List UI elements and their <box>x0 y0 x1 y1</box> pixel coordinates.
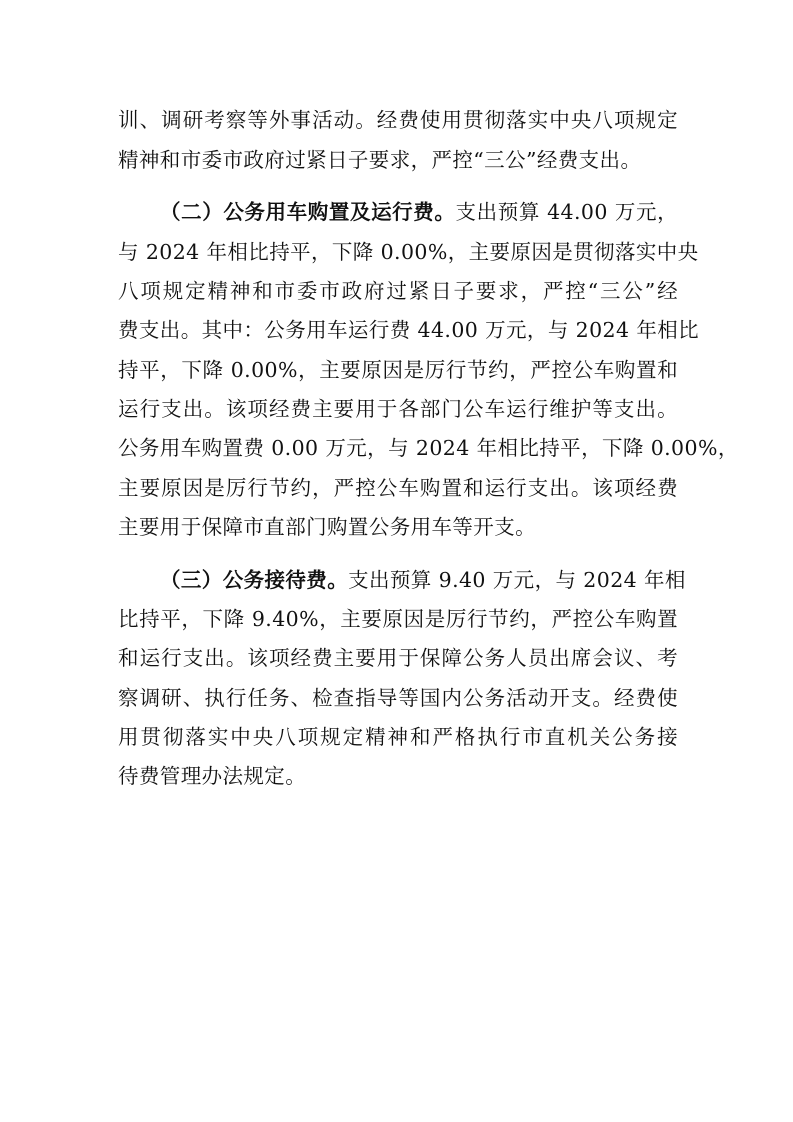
paragraph-line: 察调研、执行任务、检查指导等国内公务活动开支。经费使 <box>118 686 678 710</box>
section-first-line-text: 支出预算 9.40 万元，与 2024 年相 <box>348 568 686 592</box>
paragraph-line: 费支出。其中：公务用车运行费 44.00 万元，与 2024 年相比 <box>118 318 700 342</box>
paragraph-line: 主要原因是厉行节约，严控公车购置和运行支出。该项经费 <box>118 476 678 500</box>
paragraph-line: 与 2024 年相比持平，下降 0.00%，主要原因是贯彻落实中央 <box>118 240 699 264</box>
paragraph-line: 八项规定精神和市委市政府过紧日子要求，严控“三公”经 <box>118 279 678 303</box>
paragraph-line: 公务用车购置费 0.00 万元，与 2024 年相比持平，下降 0.00%， <box>118 436 739 460</box>
paragraph-line: 用贯彻落实中央八项规定精神和严格执行市直机关公务接 <box>118 725 678 749</box>
section-first-line <box>160 192 678 232</box>
paragraph-line: 待费管理办法规定。 <box>118 764 307 788</box>
section-first-line <box>160 560 686 600</box>
paragraph-line: 和运行支出。该项经费主要用于保障公务人员出席会议、考 <box>118 646 678 670</box>
paragraph-line: 训、调研考察等外事活动。经费使用贯彻落实中央八项规定 <box>118 108 678 132</box>
paragraph-line: 精神和市委市政府过紧日子要求，严控“三公”经费支出。 <box>118 148 642 172</box>
paragraph-line: 主要用于保障市直部门购置公务用车等开支。 <box>118 515 536 539</box>
paragraph-line: 运行支出。该项经费主要用于各部门公车运行维护等支出。 <box>118 397 678 421</box>
section-heading-reception: （三）公务接待费。 <box>160 568 349 592</box>
section-heading-vehicle: （二）公务用车购置及运行费。 <box>160 200 456 224</box>
paragraph-line: 比持平，下降 9.40%，主要原因是厉行节约，严控公车购置 <box>118 607 678 631</box>
paragraph-line: 持平，下降 0.00%，主要原因是厉行节约，严控公车购置和 <box>118 358 678 382</box>
section-first-line-text: 支出预算 44.00 万元， <box>455 200 678 224</box>
